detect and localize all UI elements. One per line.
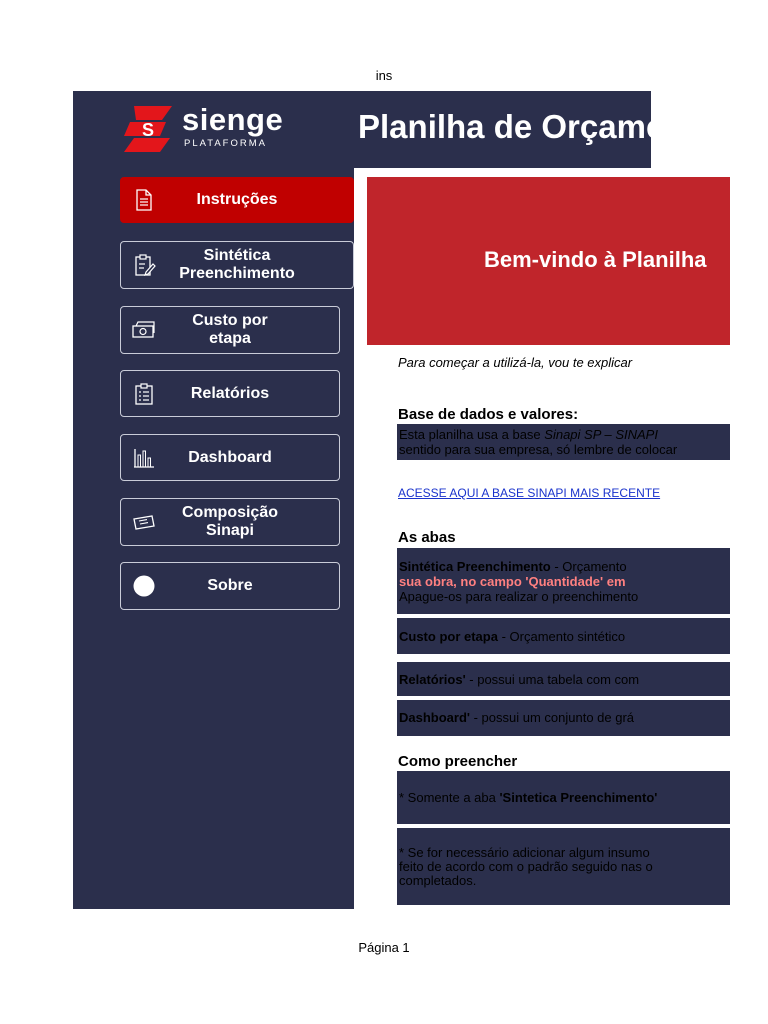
como-item-1: * Somente a aba 'Sintetica Preenchimento' [399, 790, 658, 805]
abas-heading: As abas [398, 529, 456, 546]
nav-sintetica-button[interactable] [120, 241, 354, 289]
base-heading: Base de dados e valores: [398, 406, 579, 423]
edit-clipboard-icon [132, 253, 156, 277]
nav-sobre-label: Sobre [207, 577, 253, 594]
page-header-label: ins [375, 68, 393, 83]
como-item-2-line-1: * Se for necessário adicionar algum insumo [399, 845, 650, 860]
como-item-2-line-3: completados. [399, 873, 477, 888]
title-bar [354, 91, 716, 168]
nav-composicao-label: Composição Sinapi [181, 504, 278, 539]
abas-custo-line: Custo por etapa - Orçamento sintético [399, 629, 626, 644]
intro-text: Para começar a utilizá-la, vou te explicar [398, 355, 633, 370]
como-heading: Como preencher [398, 753, 518, 770]
nav-custo-button[interactable] [120, 306, 340, 354]
nav-composicao-button[interactable] [120, 498, 340, 546]
document-icon [132, 188, 156, 212]
base-source-name: Sinapi SP – SINAPI [544, 427, 658, 442]
base-line-1: Esta planilha usa a base Sinapi SP – SINAPI [399, 427, 658, 442]
abas-sintetica-line-2: sua obra, no campo 'Quantidade' em [399, 574, 626, 589]
nav-relatorios-button[interactable] [120, 370, 340, 417]
nav-sobre-button[interactable] [120, 562, 340, 610]
page-title: Planilha de Orçamento [358, 108, 716, 145]
sienge-logo [124, 104, 324, 156]
clipboard-list-icon [132, 382, 156, 406]
nav-dashboard-button[interactable] [120, 434, 340, 481]
circle-icon [132, 574, 156, 598]
nav-instrucoes-label: Instruções [196, 191, 278, 208]
nav-dashboard-label: Dashboard [188, 448, 272, 466]
base-line-2: sentido para sua empresa, só lembre de colocar [399, 442, 678, 457]
logo-brand: sienge [182, 102, 284, 137]
abas-relatorios-line: Relatórios' - possui uma tabela com com [399, 672, 640, 687]
como-item-2-line-2: feito de acordo com o padrão seguido nas o [399, 859, 653, 874]
nav-relatorios-label: Relatórios [190, 384, 270, 402]
page-footer: Página 1 [358, 940, 410, 955]
sienge-logo-mark-icon [124, 106, 172, 152]
abas-dashboard-line: Dashboard' - possui um conjunto de grá [399, 710, 635, 725]
nav-instrucoes-button[interactable] [120, 177, 354, 223]
sinapi-link[interactable]: ACESSE AQUI A BASE SINAPI MAIS RECENTE [398, 486, 661, 500]
nav-custo-label: Custo por etapa [192, 312, 268, 347]
logo-mark-letter: S [141, 120, 155, 140]
money-icon [132, 318, 156, 342]
ticket-icon [132, 510, 156, 534]
welcome-text: Bem-vindo à Planilha [484, 247, 707, 272]
welcome-banner [367, 177, 730, 345]
logo-subtitle: PLATAFORMA [184, 138, 267, 149]
abas-sintetica-line-1: Sintética Preenchimento - Orçamento [399, 559, 627, 574]
abas-sintetica-line-3: Apague-os para realizar o preenchimento [399, 589, 639, 604]
bar-chart-icon [132, 446, 156, 470]
nav-sintetica-label: Sintética Preenchimento [179, 247, 295, 282]
